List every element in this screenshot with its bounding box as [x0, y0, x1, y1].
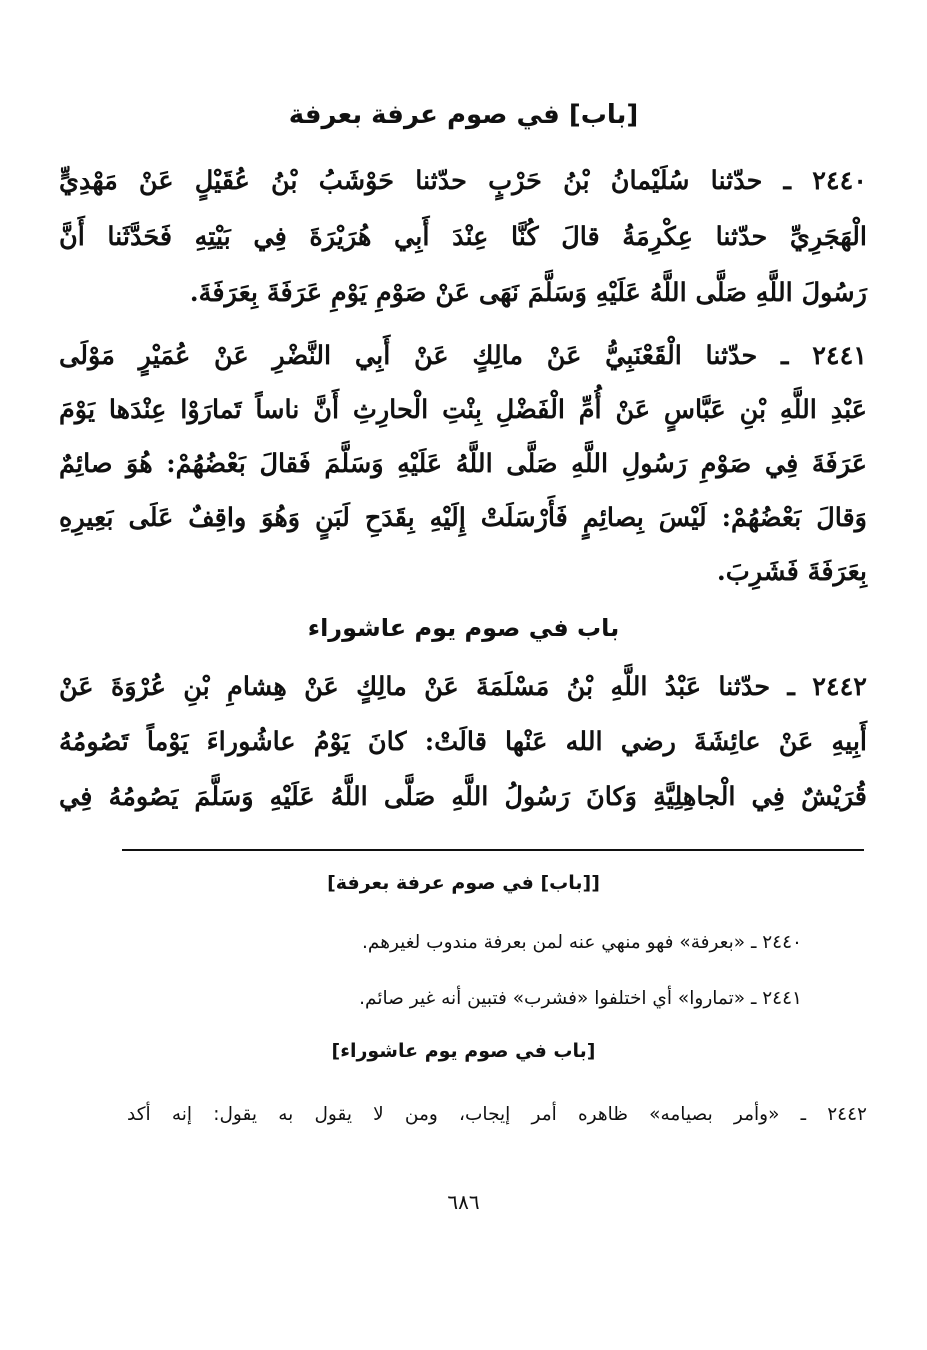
- hadith-2441-line-2: عَبْدِ اللَّهِ بْنِ عَبَّاسٍ عَنْ أُمِّ الْفَضْلِ بِنْتِ الْحارِثِ أَنَّ ناساً تَمارَوْا عِنْدَها يَوْمَ: [59, 395, 867, 425]
- hadith-2441-line-1: ٢٤٤١ ـ حدّثنا الْقَعْنَبِيُّ عَنْ مالِكٍ عَنْ أَبِي النَّضْرِ عَنْ عُمَيْرٍ مَوْلَى: [59, 341, 867, 371]
- page-number: ٦٨٦: [447, 1190, 480, 1214]
- hadith-2442-line-2: أَبِيهِ عَنْ عائِشَةَ رضي الله عَنْها قالَتْ: كانَ يَوْمُ عاشُوراءَ يَوْماً تَصُومُهُ: [59, 727, 867, 757]
- hadith-2441-line-4: وَقالَ بَعْضُهُمْ: لَيْسَ بِصائِمٍ فَأَرْسَلَتْ إِلَيْهِ بِقَدَحِ لَبَنٍ وَهُوَ واقِفٌ عَلَى بَعِيرِهِ: [59, 503, 867, 533]
- footnote-heading-ashura: [باب في صوم يوم عاشوراء]: [331, 1040, 596, 1062]
- hadith-2441-line-5: بِعَرَفَةَ فَشَرِبَ.: [716, 557, 867, 587]
- hadith-2441-line-3: عَرَفَةَ فِي صَوْمِ رَسُولِ اللَّهِ صَلَّى اللَّهُ عَلَيْهِ وَسَلَّمَ فَقالَ بَعْضُهُمْ: هُوَ صائِمٌ: [59, 449, 867, 479]
- chapter-heading-arafa: [باب] في صوم عرفة بعرفة: [288, 100, 639, 130]
- footnote-heading-arafa: [[باب] في صوم عرفة بعرفة]: [327, 872, 600, 894]
- footnote-divider: [122, 849, 864, 851]
- chapter-heading-ashura: باب في صوم يوم عاشوراء: [307, 614, 620, 642]
- hadith-2442-line-3: قُرَيْشٌ فِي الْجاهِلِيَّةِ وَكانَ رَسُولُ اللَّهِ صَلَّى اللَّهُ عَلَيْهِ وَسَلَّمَ يَصُومُهُ فِي: [59, 782, 867, 812]
- hadith-2440-line-1: ٢٤٤٠ ـ حدّثنا سُلَيْمانُ بْنُ حَرْبٍ حدّثنا حَوْشَبُ بْنُ عُقَيْلٍ عَنْ مَهْدِيٍّ: [59, 166, 867, 196]
- hadith-2440-line-2: الْهَجَرِيِّ حدّثنا عِكْرِمَةُ قالَ كُنَّا عِنْدَ أَبِي هُرَيْرَةَ فِي بَيْتِهِ فَحَدَّثَنا أَنَّ: [59, 222, 867, 252]
- footnote-2441: ٢٤٤١ ـ «تماروا» أي اختلفوا «فشرب» فتبين أنه غير صائم.: [359, 988, 802, 1009]
- footnote-2440: ٢٤٤٠ ـ «بعرفة» فهو منهي عنه لمن بعرفة مندوب لغيرهم.: [362, 932, 802, 953]
- footnote-2442: ٢٤٤٢ ـ «وأمر بصيامه» ظاهره أمر إيجاب، ومن لا يقول به يقول: إنه أكد: [127, 1104, 867, 1125]
- hadith-2440-line-3: رَسُولَ اللَّهِ صَلَّى اللَّهُ عَلَيْهِ وَسَلَّمَ نَهَى عَنْ صَوْمِ يَوْمِ عَرَفَةَ بِعَرَفَةَ.: [189, 278, 867, 308]
- hadith-2442-line-1: ٢٤٤٢ ـ حدّثنا عَبْدُ اللَّهِ بْنُ مَسْلَمَةَ عَنْ مالِكٍ عَنْ هِشامِ بْنِ عُرْوَةَ عَنْ: [59, 672, 867, 702]
